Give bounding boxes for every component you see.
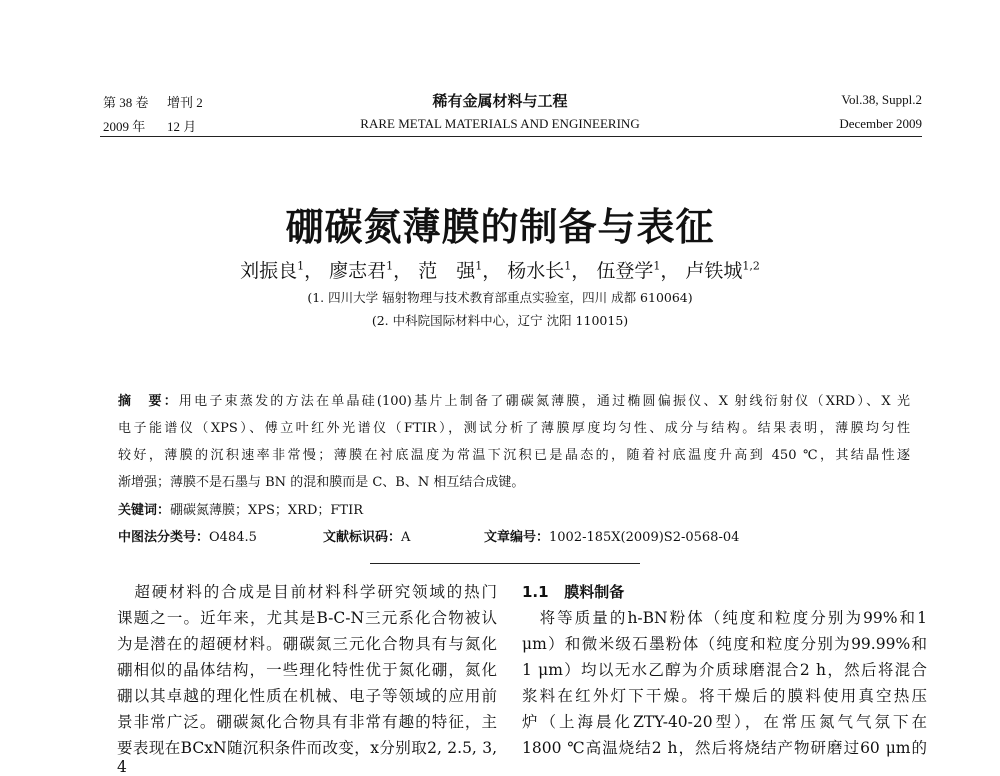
abstract-line: 摘 要：用电子束蒸发的方法在单晶硅(100)基片上制备了硼碳氮薄膜，通过椭圆偏振仪、X 射线衍射仪（XRD）、X 光 bbox=[118, 394, 910, 409]
affiliation-1: (1. 四川大学 辐射物理与技术教育部重点实验室，四川 成都 610064) bbox=[307, 290, 693, 305]
author: 卢铁城$^{1,2}$ bbox=[685, 259, 760, 282]
author: 杨水长$^1$ bbox=[507, 259, 572, 282]
article-number: 文章编号：1002-185X(2009)S2-0568-04 bbox=[484, 530, 740, 545]
keywords: 关键词：硼碳氮薄膜；XPS；XRD；FTIR bbox=[118, 503, 364, 518]
author: 范 强$^1$ bbox=[418, 259, 483, 282]
document-code: 文献标识码：A bbox=[323, 530, 411, 545]
volume-en: Vol.38, Suppl.2 bbox=[841, 92, 922, 107]
body-text-line: 超硬材料的合成是目前材料科学研究领域的热门 bbox=[117, 583, 497, 601]
body-text-line: 课题之一。近年来，尤其是B-C-N三元系化合物被认 bbox=[117, 609, 497, 627]
author: 廖志君$^1$ bbox=[329, 259, 394, 282]
abstract-line: 电子能谱仪（XPS）、傅立叶红外光谱仪（FTIR），测试分析了薄膜厚度均匀性、成分与结构。结果表明，薄膜均匀性 bbox=[118, 421, 910, 436]
separator-rule bbox=[370, 563, 640, 564]
author: 刘振良$^1$ bbox=[240, 259, 305, 282]
body-text-line: 景非常广泛。硼碳氮化合物具有非常有趣的特征，主 bbox=[117, 713, 497, 731]
journal-name-cn: 稀有金属材料与工程 bbox=[432, 92, 568, 110]
abstract-label: 摘 要： bbox=[118, 394, 179, 409]
month: 12 月 bbox=[167, 119, 197, 134]
issue: 增刊 2 bbox=[167, 95, 203, 110]
date-en: December 2009 bbox=[839, 116, 922, 131]
body-text-line: μm）和微米级石墨粉体（纯度和粒度分别为99.99%和 bbox=[522, 635, 927, 653]
body-text-line: 硼以其卓越的理化性质在机械、电子等领域的应用前 bbox=[117, 687, 497, 705]
paper-title: 硼碳氮薄膜的制备与表征 bbox=[285, 205, 715, 249]
body-text-line: 浆料在红外灯下干燥。将干燥后的膜料使用真空热压 bbox=[522, 687, 927, 705]
body-text-line: 1 μm）均以无水乙醇为介质球磨混合2 h，然后将混合 bbox=[522, 661, 927, 679]
affiliation-2: (2. 中科院国际材料中心，辽宁 沈阳 110015) bbox=[371, 313, 629, 328]
volume: 第 38 卷 bbox=[103, 95, 149, 110]
body-text-line: 硼相似的晶体结构，一些理化特性优于氮化硼，氮化 bbox=[117, 661, 497, 679]
body-text-line: 为是潜在的超硬材料。硼碳氮三元化合物具有与氮化 bbox=[117, 635, 497, 653]
author: 伍登学$^1$ bbox=[596, 259, 661, 282]
journal-name-en: RARE METAL MATERIALS AND ENGINEERING bbox=[360, 116, 640, 131]
header-rule bbox=[100, 136, 922, 137]
abstract-line: 较好，薄膜的沉积速率非常慢；薄膜在衬底温度为常温下沉积已是晶态的，随着衬底温度升高到 450 ℃，其结晶性逐 bbox=[118, 448, 910, 463]
abstract-line: 渐增强；薄膜不是石墨与 BN 的混和膜而是 C、B、N 相互结合成键。 bbox=[118, 475, 525, 490]
author-list: 刘振良$^1$， 廖志君$^1$， 范 强$^1$， 杨水长$^1$， 伍登学$^1$， 卢铁城$^{1,2}$ bbox=[240, 259, 760, 282]
body-text-line: 将等质量的h-BN粉体（纯度和粒度分别为99%和1 bbox=[522, 609, 927, 627]
body-text-line: 炉（上海晨化ZTY-40-20型），在常压氮气气氛下在 bbox=[522, 713, 927, 731]
classification-number: 中图法分类号：O484.5 bbox=[118, 530, 257, 545]
body-text-line: 1800 ℃高温烧结2 h，然后将烧结产物研磨过60 μm的 bbox=[522, 739, 927, 757]
year: 2009 年 bbox=[103, 119, 146, 134]
section-heading: 1.1 膜料制备 bbox=[522, 583, 625, 601]
body-text-line: 要表现在BCxN随沉积条件而改变，x分别取2, 2.5, 3, 4 bbox=[117, 739, 497, 776]
